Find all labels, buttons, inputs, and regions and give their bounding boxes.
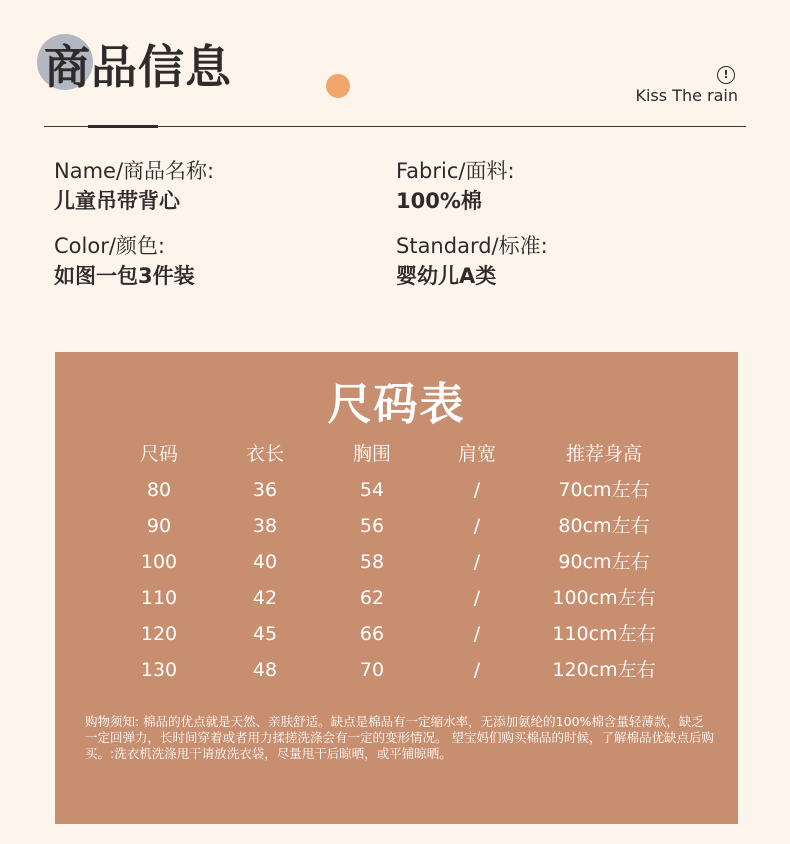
table-cell: /: [473, 479, 481, 501]
table-cell: 66: [359, 623, 385, 645]
page-title: 商品信息: [44, 40, 232, 94]
table-row: [55, 616, 738, 652]
table-row: [55, 652, 738, 688]
size-chart-title: 尺码表: [327, 379, 466, 430]
table-row: [55, 472, 738, 508]
table-cell: 36: [252, 479, 278, 501]
fabric-value: 100%棉: [396, 189, 482, 213]
table-row: [55, 508, 738, 544]
table-cell: 130: [140, 659, 178, 681]
table-cell: 100cm左右: [552, 587, 656, 609]
table-cell: /: [473, 551, 481, 573]
table-cell: 45: [252, 623, 278, 645]
table-row: [55, 580, 738, 616]
table-cell: 58: [359, 551, 385, 573]
header-cell: 尺码: [139, 443, 179, 465]
table-cell: 100: [140, 551, 178, 573]
header-divider-accent: [88, 125, 158, 128]
size-table: [55, 436, 738, 688]
size-table-header: [55, 436, 738, 472]
table-cell: 70cm左右: [558, 479, 650, 501]
table-cell: /: [473, 659, 481, 681]
info-standard: [396, 231, 548, 291]
color-label: Color/颜色:: [54, 234, 165, 258]
table-cell: 42: [252, 587, 278, 609]
standard-value: 婴幼儿A类: [396, 264, 497, 288]
table-cell: 90: [146, 515, 172, 537]
standard-label: Standard/标准:: [396, 234, 548, 258]
table-cell: /: [473, 515, 481, 537]
table-cell: 120: [140, 623, 178, 645]
size-chart-panel: [55, 352, 738, 824]
color-value: 如图一包3件装: [54, 264, 195, 288]
name-value: 儿童吊带背心: [54, 189, 180, 213]
table-cell: /: [473, 623, 481, 645]
table-cell: 38: [252, 515, 278, 537]
info-icon: !: [717, 66, 735, 84]
table-cell: 110cm左右: [552, 623, 656, 645]
table-cell: 120cm左右: [552, 659, 656, 681]
table-cell: 70: [359, 659, 385, 681]
header-cell: 肩宽: [457, 443, 497, 465]
header-cell: 衣长: [245, 443, 285, 465]
table-cell: 54: [359, 479, 385, 501]
table-cell: 62: [359, 587, 385, 609]
info-color: [54, 231, 195, 291]
table-row: [55, 544, 738, 580]
name-label: Name/商品名称:: [54, 159, 215, 183]
table-cell: 90cm左右: [558, 551, 650, 573]
table-cell: 110: [140, 587, 178, 609]
info-name: [54, 156, 214, 216]
table-cell: /: [473, 587, 481, 609]
table-cell: 48: [252, 659, 278, 681]
table-cell: 40: [252, 551, 278, 573]
fabric-label: Fabric/面料:: [396, 159, 515, 183]
brand-label: Kiss The rain: [635, 86, 738, 105]
table-cell: 80: [146, 479, 172, 501]
header-cell: 推荐身高: [565, 443, 643, 465]
shopping-notice: 购物须知: 棉品的优点就是天然、亲肤舒适。缺点是棉品有一定缩水率，无添加氨纶的100%棉含量轻薄款，缺乏一定回弹力，长时间穿着或者用力揉搓洗涤会有一定的变形情况。 望宝妈们购买棉品的时候，了解棉品优缺点后购买。:洗衣机洗涤甩干请放洗衣袋，尽量甩干后晾晒，或平铺晾晒。: [85, 714, 714, 761]
table-cell: 80cm左右: [558, 515, 650, 537]
header-cell: 胸围: [352, 443, 392, 465]
table-cell: 56: [359, 515, 385, 537]
info-fabric: [396, 156, 515, 216]
decorative-circle-orange: [326, 74, 350, 98]
